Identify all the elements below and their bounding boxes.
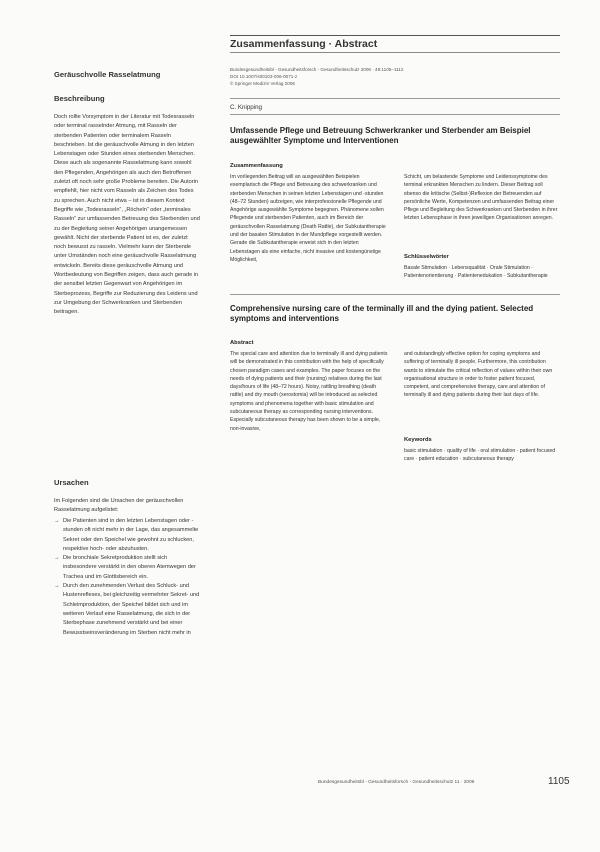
left-section1-heading: Beschreibung bbox=[54, 94, 105, 103]
german-abstract-heading: Zusammenfassung bbox=[230, 163, 283, 169]
english-abstract-col2: and outstandingly effective option for coping symptoms and suffering of terminally ill people. Furthermore, this contribution wants to stimulate the critical reflection of values within their own organisational structure in order to foster patient focused, competent, and comprehensive therapy, care and attention of terminally ill and dying patients during their last days of life. bbox=[404, 351, 553, 399]
german-title: Umfassende Pflege und Betreuung Schwerkranker und Sterbender am Beispiel ausgewählter Symptome und Interventionen bbox=[230, 126, 531, 145]
english-title: Comprehensive nursing care of the terminally ill and the dying patient. Selected symptoms and interventions bbox=[230, 304, 534, 323]
english-abstract-heading: Abstract bbox=[230, 340, 254, 346]
citation-line: Bundesgesundheitsbl - Gesundheitsforsch - Gesundheitsschutz 2006 · 49:1105–1112 bbox=[230, 67, 404, 72]
author: C. Knipping bbox=[230, 104, 262, 111]
meta-rule bbox=[230, 98, 560, 99]
left-bullet-list bbox=[54, 517, 200, 779]
language-divider bbox=[230, 294, 560, 295]
bullet-item: → Die Patienten sind in den letzten Lebenstagen oder -stunden oft nicht mehr in der Lage, das angesammelte Sekret oder den Speichel wie gewohnt zu schlucken, respektive hoch- oder abzuhusten. bbox=[54, 517, 200, 554]
german-keywords-heading: Schlüsselwörter bbox=[404, 254, 449, 260]
german-abstract-col1: Im vorliegenden Beitrag will an ausgewählten Beispielen exemplarisch die Pflege und Betreuung des schwerkranken und sterbenden Menschen in seinen letzten Lebenstagen und -stunden (48–72 Stunden) aufzeigen, wie interprofessionelle Pflegende und Angehörige ausgewählte Symptome begegnen. Phänomene sollen Pflegende und sterbenden Patienten, auch im Bereich der geräuschvollen Rasselatmung (Death Rattle), der Subkutantherapie und der basalen Stimulation in der Mundpflege vorgestellt werden. Gerade die Subkutantherapie erweist sich in den letzten Lebenstagen als eine einfache, nicht invasive und kostengünstige Möglichkeit, bbox=[230, 174, 386, 263]
left-section2-intro: Im Folgenden sind die Ursachen der geräuschvollen Rasselatmung aufgelistet: bbox=[54, 498, 184, 514]
english-keywords: basic stimulation · quality of life · oral stimulation · patient focused care · patient education · subcutaneous therapy bbox=[404, 448, 556, 463]
section-header-title: Zusammenfassung · Abstract bbox=[230, 38, 378, 50]
german-abstract-col2: Schicht, um belastende Symptome und Leidenssymptome des terminal erkrankten Menschen zu lindern. Dieser Beitrag soll ebenso die kritische (Selbst-)Reflexion der Betreuenden auf persönliche Werte, Kompetenzen und umfassenden Beitrag einer Pflege und Begleitung des Schwerkranken und Sterbenden in ihrer letzten Lebensphase in ihren jeweiligen Organisationen anregen. bbox=[404, 174, 558, 222]
header-rule bbox=[230, 35, 560, 36]
left-main-heading: Geräuschvolle Rasselatmung bbox=[54, 70, 161, 79]
bullet-item: → Durch den zunehmenden Verlust des Schluck- und Hustenreflexes, bei gleichzeitig vermehrter Sekret- und Schleimproduktion, der Speichel bildet sich und im weiteren Verlauf eine Rasselatmung, die sich in der Sterbephase zunehmend verstärkt und bei einer Bewusstseinsveränderung im Sterben nicht mehr in bbox=[54, 582, 200, 638]
english-keywords-heading: Keywords bbox=[404, 437, 432, 443]
doi-line: DOI 10.1007/s00103-006-0071-z bbox=[230, 74, 298, 79]
german-keywords: Basale Stimulation · Lebensqualität · Orale Stimulation · Patientenorientierung · Patientenedukation · Subkutantherapie bbox=[404, 265, 548, 280]
bullet-item: → Die bronchiale Sekretproduktion stellt sich insbesondere verstärkt in den oberen Atemwegen der Trachea und im Glottisbereich ein. bbox=[54, 554, 200, 582]
english-abstract-col1: The special care and attention due to terminally ill and dying patients will be demonstrated in this contribution with the help of specifically chosen paradigm cases and examples. The paper focuses on the needs of dying patients and their (nursing) relatives during the last days/hours of life (48–72 hours). Noisy, rattling breathing (death rattle) and dry mouth (xerostomia) will be introduced as selected symptoms and phenomena together with basic stimulation and subcutaneous therapy as corresponding nursing interventions. Especially subcutaneous therapy has been shown to be a simple, non-invasive, bbox=[230, 351, 388, 432]
citation-block bbox=[230, 66, 550, 87]
copyright-line: © Springer Medizin Verlag 2006 bbox=[230, 81, 295, 86]
header-underline bbox=[230, 52, 560, 53]
footer-journal: Bundesgesundheitsbl - Gesundheitsforsch - Gesundheitsschutz 11 · 2006 bbox=[318, 780, 475, 785]
author-rule bbox=[230, 114, 560, 115]
left-section2-heading: Ursachen bbox=[54, 478, 89, 487]
page-number: 1105 bbox=[548, 776, 570, 787]
left-section1-text: Doch rollte Vorsymptom in der Literatur mit Todesrasseln oder terminal rasselnder Atmung, mit Rasseln der sterbenden Patienten oder terminalem Rasseln beschrieben. Ist die geräuschvolle Atmung in den letzten Lebenstagen oder Stunden eines sterbenden Menschen. Diese auch als sogenannte Rasselatmung kann sowohl den Pflegenden, Angehörigen als auch den Betroffenen zuletzt oft noch sehr große Probleme bereiten. Die Autorin empfiehlt, hier nicht vom Rasseln als Zeichen des Todes zu sprechen. Auch nicht etwa – ist in diesem Kontext Begriffe wie „Todesrasseln“, „Röcheln“ oder „terminales Rasseln“ zur umfassenden Betreuung des Sterbenden und zu der Begleitung seiner Angehörigen unangemessen gewählt. Nicht der sterbende Patient ist es, der zuletzt noch bewusst zu rasseln. Vielmehr kann der Sterbende unter Umständen noch eine geräuschvolle Rasselatmung entwickeln. Bereits diese geräuschvolle Atmung und Wortbedeutung von Begriffen zeigen, dass auch gerade in der sensibel letzten Gegenwart von Angehörigen im Sterbeprozess, Begriffe zur Reduzierung des Leidens und zur Umgebung der Schwerkranken und Sterbenden beitragen. bbox=[54, 114, 200, 316]
